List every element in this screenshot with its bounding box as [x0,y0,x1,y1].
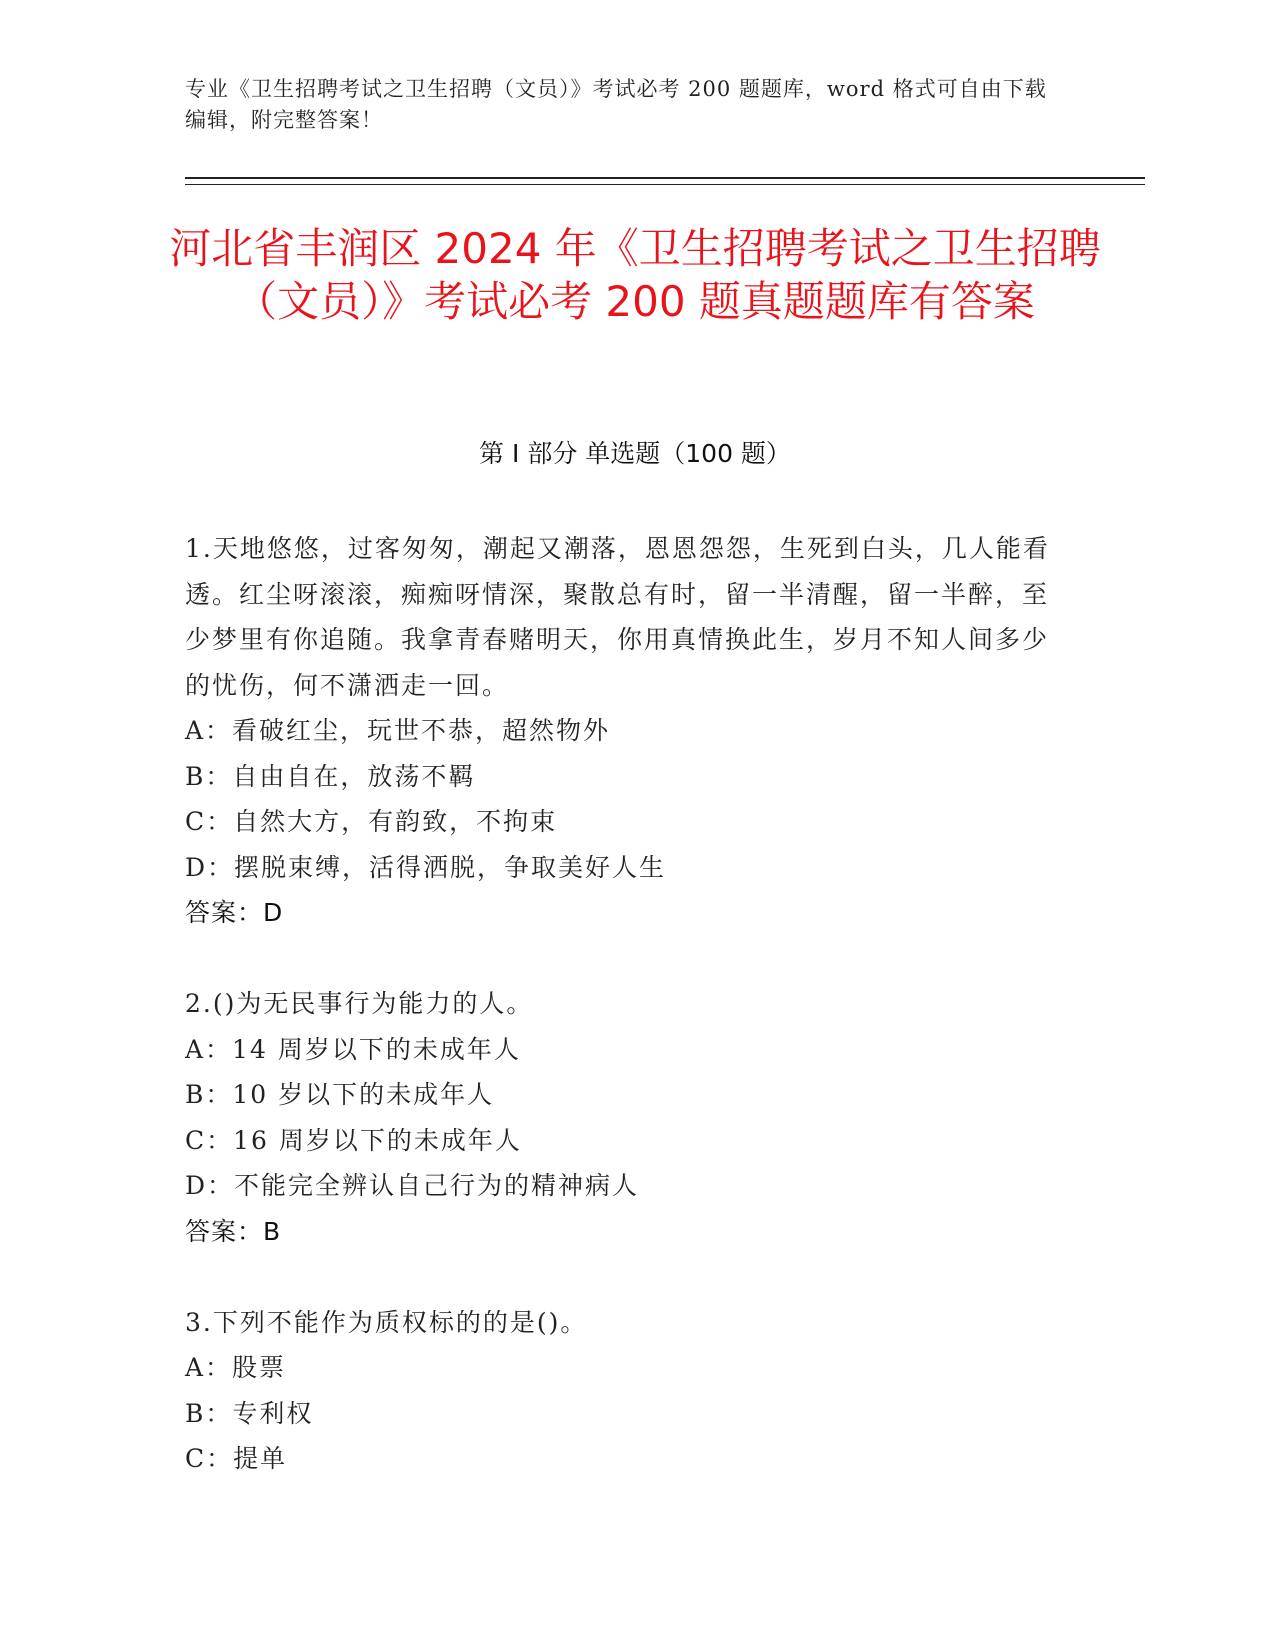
question-item [185,1300,1065,1482]
question-option-b: B：专利权 [185,1398,314,1428]
question-option-a: A：14 周岁以下的未成年人 [185,1034,521,1064]
question-list [185,526,1065,1482]
question-option-c: C：提单 [185,1444,288,1473]
question-option-c: C：自然大方，有韵致，不拘束 [185,807,558,836]
question-spacer [185,1254,1065,1300]
question-spacer [185,936,1065,982]
question-item [185,981,1065,1254]
question-answer: 答案：B [185,1216,282,1246]
question-option-d: D：摆脱束缚，活得洒脱，争取美好人生 [185,852,667,882]
question-option-d: D：不能完全辨认自己行为的精神病人 [185,1171,640,1200]
question-answer: 答案：D [185,898,284,927]
question-option-a: A：股票 [185,1353,287,1382]
section-heading: 第 I 部分 单选题（100 题） [479,439,791,468]
question-stem: 2.()为无民事行为能力的人。 [185,989,534,1018]
header-note: 专业《卫生招聘考试之卫生招聘（文员）》考试必考 200 题题库，word 格式可自由下载编辑，附完整答案！ [185,77,1047,132]
question-item [185,526,1065,936]
question-stem: 3.下列不能作为质权标的的是()。 [185,1307,588,1337]
document-title: 河北省丰润区 2024 年《卫生招聘考试之卫生招聘（文员）》考试必考 200 题真题题库有答案 [169,224,1101,326]
question-option-a: A：看破红尘，玩世不恭，超然物外 [185,716,611,745]
header-divider-thin [185,184,1145,185]
question-option-b: B：自由自在，放荡不羁 [185,761,476,791]
header-divider-thick [185,177,1145,179]
question-option-c: C：16 周岁以下的未成年人 [185,1125,522,1155]
question-option-b: B：10 岁以下的未成年人 [185,1080,495,1109]
question-stem: 1.天地悠悠，过客匆匆，潮起又潮落，恩恩怨怨，生死到白头，几人能看透。红尘呀滚滚，痴痴呀情深，聚散总有时，留一半清醒，留一半醉，至少梦里有你追随。我拿青春赌明天，你用真情换此生，岁月不知人间多少的忧伤，何不潇洒走一回。 [185,534,1050,700]
